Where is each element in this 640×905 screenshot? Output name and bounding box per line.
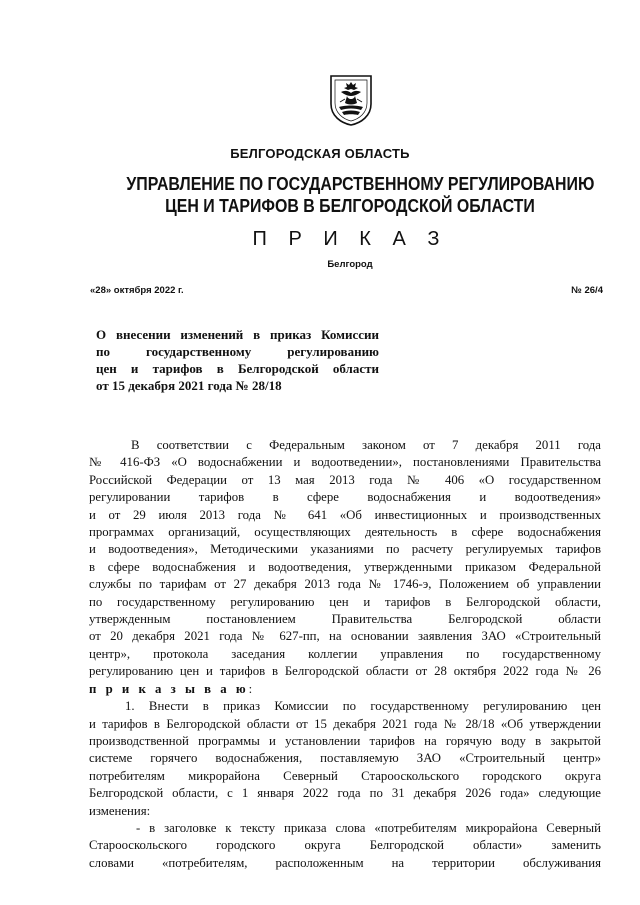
body-line: и от 29 июля 2013 года № 641 «Об инвестиционных и производственных (89, 507, 601, 522)
body-line: Белгородской области, с 1 января 2022 года по 31 декабря 2026 года» следующие (89, 786, 601, 801)
belgorod-coat-of-arms-icon (327, 74, 375, 126)
body-line: производственной программы и установлении тарифов на горячую воду в закрытой (89, 733, 601, 748)
body-line: центр», протокола заседания коллегии управления по государственному (89, 646, 601, 661)
body-line: потребителям микрорайона Северный Старооскольского городского округа (89, 768, 601, 783)
body-line: в сфере водоснабжения и водоотведения, утвержденными приказом Федеральной (89, 559, 601, 574)
body-line: и тарифов в Белгородской области от 15 декабря 2021 года № 28/18 «Об утверждении (89, 716, 601, 731)
body-line: системе горячего водоснабжения, поставляемую ЗАО «Строительный центр» (89, 751, 601, 766)
order-colon: : (248, 681, 253, 696)
document-type: П Р И К А З (252, 228, 448, 250)
agency-name (126, 173, 595, 217)
body-line: - в заголовке к тексту приказа слова «потребителям микрорайона Северный (136, 820, 601, 835)
body-line: регулированию цен и тарифов в Белгородской области от 28 октября 2022 года № 26 (89, 664, 601, 679)
body-line: и водоотведения», Методическими указаниями по расчету регулируемых тарифов (89, 542, 601, 557)
document-date: «28» октября 2022 г. (90, 285, 184, 296)
body-line: программах организаций, осуществляющих деятельность в сфере водоснабжения (89, 525, 601, 540)
order-word: п р и к а з ы в а ю (89, 681, 249, 696)
subject-line: О внесении изменений в приказ Комиссии (96, 327, 379, 342)
body-line: от 20 декабря 2021 года № 627-пп, на основании заявления ЗАО «Строительный (89, 629, 601, 644)
agency-name-line1: УПРАВЛЕНИЕ ПО ГОСУДАРСТВЕННОМУ РЕГУЛИРОВАНИЮ (126, 173, 595, 194)
body-line: по государственному регулированию цен и тарифов в Белгородской области, (89, 594, 601, 609)
document-number: № 26/4 (571, 285, 603, 296)
subject-line: по государственному регулированию (96, 344, 379, 359)
body-line: Российской Федерации от 13 мая 2013 года № 406 «О государственном (89, 472, 601, 487)
body-line: № 416-ФЗ «О водоснабжении и водоотведении», постановлениями Правительства (89, 455, 601, 470)
document-subject (96, 326, 379, 394)
subject-line: цен и тарифов в Белгородской области (96, 361, 379, 376)
order-line (89, 681, 601, 698)
region-title: БЕЛГОРОДСКАЯ ОБЛАСТЬ (230, 146, 410, 161)
body-line: регулировании тарифов в сфере водоснабжения и водоотведения» (89, 490, 601, 505)
body-line: изменения: (89, 803, 151, 818)
body-line: В соответствии с Федеральным законом от 7 декабря 2011 года (131, 438, 601, 452)
document-body (89, 437, 601, 872)
body-line: словами «потребителям, расположенным на территории обслуживания (89, 855, 601, 870)
subject-line: от 15 декабря 2021 года № 28/18 (96, 378, 282, 393)
city-name: Белгород (327, 259, 373, 270)
body-line: 1. Внести в приказ Комиссии по государственному регулированию цен (125, 699, 601, 714)
agency-name-line2: ЦЕН И ТАРИФОВ В БЕЛГОРОДСКОЙ ОБЛАСТИ (165, 195, 535, 216)
body-line: утвержденным постановлением Правительства Белгородской области (89, 612, 601, 627)
body-line: Старооскольского городского округа Белгородской области» заменить (89, 838, 601, 853)
body-line: службы по тарифам от 27 декабря 2013 года № 1746-э, Положением об управлении (89, 577, 601, 592)
